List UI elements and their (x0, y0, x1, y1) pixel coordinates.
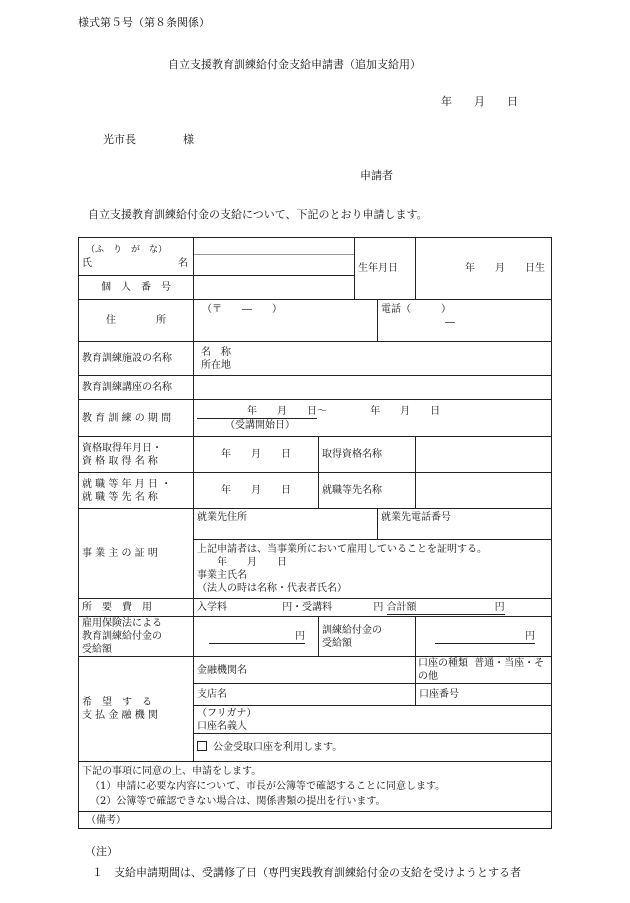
public-account-checkbox[interactable] (197, 741, 207, 751)
employment-name-field[interactable] (416, 473, 552, 509)
applicant-label: 申請者 (360, 169, 393, 182)
qualification-name-field[interactable] (416, 437, 552, 473)
personal-number-label: 個 人 番 号 (79, 276, 194, 300)
employer-certificate-field[interactable] (194, 540, 552, 599)
date-line: 年 月 日 (441, 95, 518, 108)
birth-date-field[interactable]: 年 月 日生 (416, 238, 552, 300)
account-number-label: 口座番号 (419, 689, 459, 700)
employment-name-label: 就職等先名称 (319, 473, 416, 509)
course-name-label: 教育訓練講座の名称 (79, 376, 194, 400)
phone-label: 電話（ ） (381, 304, 451, 315)
employer-owner-label: 事業主氏名 (197, 570, 247, 581)
bank-label (79, 657, 194, 762)
required-cost-label: 所 要 費 用 (79, 599, 194, 617)
enrollment-fee-label: 入学料 (197, 601, 227, 613)
employment-label-line1: 就 職 等 年 月 日 ・ (82, 478, 172, 490)
account-holder-field[interactable] (194, 706, 552, 734)
bank-label-line1: 希 望 す る (82, 697, 152, 708)
required-cost-field[interactable] (194, 599, 552, 617)
consent-line-1: 下記の事項に同意の上、申請をします。 (82, 766, 262, 777)
postal-code-field: （〒 ― ） (202, 304, 282, 315)
form-number: 様式第５号（第８条関係） (78, 16, 210, 29)
addressee-name: 光市長 (103, 133, 136, 146)
consent-line-3: （2）公簿等で確認できない場合は、関係書類の提出を行います。 (90, 796, 386, 807)
training-period-label: 教 育 訓 練 の 期 間 (79, 400, 194, 437)
insurance-benefit-label (79, 617, 194, 657)
employment-date-field[interactable]: 年 月 日 (194, 473, 319, 509)
phone-field[interactable] (378, 300, 552, 342)
insurance-label-line2: 教育訓練給付金の (82, 631, 162, 642)
consent-block (79, 762, 552, 812)
bank-label-line2: 支 払 金 融 機 関 (82, 710, 158, 721)
total-amount-yen: 円 (494, 601, 505, 613)
name-char-1: 氏 (82, 257, 92, 269)
training-benefit-label-line2: 受給額 (322, 637, 352, 649)
period-start-note: （受講開始日） (225, 419, 295, 431)
qualification-label (79, 437, 194, 473)
training-benefit-label (319, 617, 416, 657)
consent-line-2: （1）申請に必要な内容について、市長が公簿等で確認することに同意します。 (90, 781, 446, 792)
employer-phone-label: 就業先電話番号 (381, 512, 451, 523)
account-holder-kana-label: （フリガナ） (197, 707, 257, 719)
tuition-fee-label: 円・受講料 (282, 601, 333, 613)
public-account-label: 公金受取口座を利用します。 (213, 742, 343, 753)
facility-name-label: 教育訓練施設の名称 (79, 342, 194, 376)
intro-text: 自立支援教育訓練給付金の支給について、下記のとおり申請します。 (88, 208, 428, 221)
application-form-table (78, 237, 552, 829)
training-yen: 円 (525, 630, 535, 642)
personal-number-field[interactable] (194, 276, 355, 300)
qualification-label-line1: 資格取得年月日・ (82, 442, 162, 454)
training-period-field[interactable] (194, 400, 552, 437)
furigana-label: （ふ り が な） (86, 244, 168, 255)
certification-date: 年 月 日 (217, 557, 287, 568)
course-name-field[interactable] (194, 376, 552, 400)
tuition-fee-yen: 円 (373, 601, 384, 613)
name-label-cell (79, 238, 194, 276)
address-field[interactable] (194, 300, 378, 342)
note-line-1: １ 支給申請期間は、受講修了日（専門実践教育訓練給付金の支給を受けようとする者 (92, 866, 521, 879)
insurance-yen: 円 (295, 630, 305, 642)
employer-address-label: 就業先住所 (197, 512, 247, 523)
qualification-name-label: 取得資格名称 (319, 437, 416, 473)
bank-name-label: 金融機関名 (197, 664, 247, 676)
name-field[interactable] (194, 238, 355, 276)
address-label: 住 所 (79, 300, 194, 342)
account-number-field[interactable] (416, 684, 552, 706)
qualification-date-field[interactable]: 年 月 日 (194, 437, 319, 473)
branch-name-field[interactable] (194, 684, 416, 706)
birth-label: 生年月日 (355, 238, 416, 300)
employer-owner-note: （法人の時は名称・代表者氏名） (197, 583, 347, 594)
employer-phone-field[interactable] (378, 509, 552, 540)
employment-label-line2: 就 職 等 先 名 称 (82, 491, 158, 503)
public-account-option[interactable] (194, 734, 552, 762)
remarks-field[interactable] (79, 812, 552, 829)
facility-field[interactable] (194, 342, 552, 376)
bank-name-field[interactable] (194, 657, 416, 684)
account-type-field[interactable] (416, 657, 552, 684)
name-char-2: 名 (178, 257, 188, 269)
insurance-benefit-field[interactable] (194, 617, 319, 657)
insurance-label-line3: 受給額 (82, 644, 112, 655)
account-type-label: 口座の種類 (418, 658, 468, 669)
facility-location-sublabel: 所在地 (201, 359, 231, 371)
period-start-date: 年 月 日 (247, 405, 317, 417)
qualification-label-line2: 資 格 取 得 名 称 (82, 455, 158, 467)
remarks-label: （備考） (86, 814, 126, 826)
branch-name-label: 支店名 (197, 689, 227, 700)
account-holder-label: 口座名義人 (197, 720, 247, 732)
form-title: 自立支援教育訓練給付金支給申請書（追加支給用） (168, 58, 421, 71)
certification-text: 上記申請者は、当事業所において雇用していることを証明する。 (197, 544, 487, 555)
total-amount-label: 合計額 (386, 601, 417, 613)
addressee-honorific: 様 (183, 133, 194, 146)
employer-address-field[interactable] (194, 509, 378, 540)
period-end-date: 年 月 日 (370, 405, 441, 417)
period-tilde: ～ (317, 405, 327, 417)
employer-certification-label: 事 業 主 の 証 明 (79, 509, 194, 599)
insurance-label-line1: 雇用保険法による (82, 618, 162, 629)
phone-dash: ― (445, 317, 455, 328)
training-benefit-field[interactable] (416, 617, 552, 657)
training-benefit-label-line1: 訓練給付金の (322, 624, 382, 636)
facility-name-sublabel: 名 称 (201, 346, 231, 358)
account-type-options: 普通・当座・その他 (418, 658, 545, 682)
employment-label (79, 473, 194, 509)
note-label: （注） (85, 845, 118, 858)
